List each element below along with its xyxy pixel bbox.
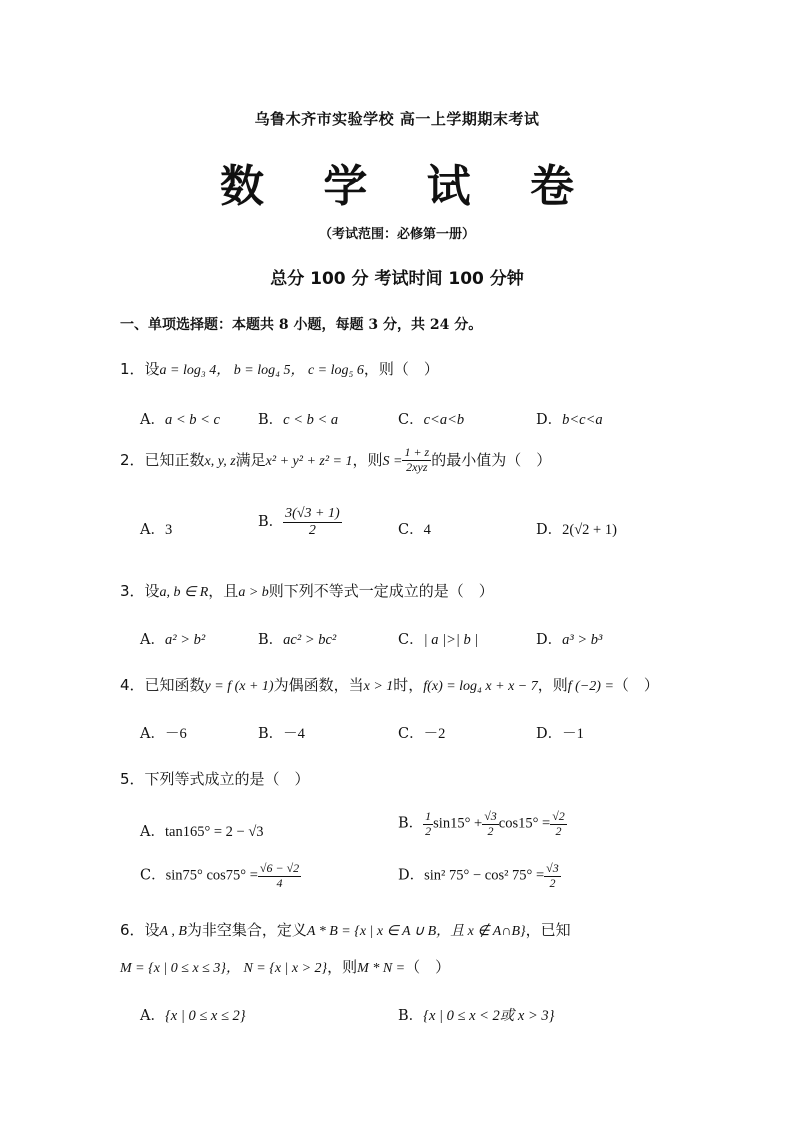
question-5-option-b: B． $\frac{1}{2}$ sin15° + $\frac{√3}{2}$ cos15° = $\frac{√2}{2}$: [398, 809, 565, 838]
question-5-option-c: C．sin75° cos75° = $\frac{√6 - √2}{4}$: [140, 861, 300, 890]
question-3-stem: 3．设a, b ∈ R，且a > b则下列不等式一定成立的是（ ）: [120, 582, 494, 600]
question-2-option-d: D．2(√2 + 1): [536, 522, 617, 538]
question-5-stem: 5．下列等式成立的是（ ）: [120, 770, 310, 788]
question-2-option-a: A．3: [140, 522, 173, 538]
question-4-option-a: A．－6: [140, 726, 187, 742]
question-1-stem: 1．设a = log₃ 4， b = log₄ 5， c = log₅ 6，则（ ）: [120, 360, 439, 378]
question-4-option-c: C．－2: [398, 726, 446, 742]
exam-total-info: 总分 100 分 考试时间 100 分钟: [270, 269, 524, 289]
question-1-option-c: C．c<a<b: [398, 412, 465, 428]
question-6-stem: 6．设A , B为非空集合，定义A * B = {x | x ∈ A ∪ B，且 x ∉ A∩B}，已知: [120, 921, 571, 939]
school-heading: 乌鲁木齐市实验学校 高一上学期期末考试: [254, 110, 540, 128]
question-4-option-d: D．－1: [536, 726, 584, 742]
question-5-option-d: D．sin² 75° − cos² 75° = $\frac{√3}{2}$: [398, 861, 559, 890]
question-2-option-b: B． $\frac{3(√3 + 1)}{2}$: [258, 506, 340, 539]
exam-scope: （考试范围：必修第一册）: [318, 227, 475, 242]
question-6-option-a: A．{x | 0 ≤ x ≤ 2}: [140, 1008, 246, 1024]
question-5-option-a: A．tan165° = 2 − √3: [140, 824, 264, 840]
question-1-option-a: A．a < b < c: [140, 412, 220, 428]
question-1-option-b: B．c < b < a: [258, 412, 339, 428]
question-4-stem: 4．已知函数y = f (x + 1)为偶函数，当x > 1时，f(x) = log₄ x + x − 7，则f (−2) =（ ）: [120, 676, 659, 694]
question-2-stem: 2．已知正数x, y, z满足x² + y² + z² = 1，则S = $\frac{1 + z}{\text{2xyz}}$ 的最小值为（ ）: [120, 445, 552, 474]
question-2-option-c: C．4: [398, 522, 431, 538]
exam-title: 数 学 试 卷: [220, 161, 596, 212]
question-6-stem-line2: M = {x | 0 ≤ x ≤ 3}， N = {x | x > 2}，则M * N =（ ）: [120, 958, 451, 976]
question-1-option-d: D．b<c<a: [536, 412, 603, 428]
question-3-option-c: C．| a |>| b |: [398, 632, 479, 648]
question-3-option-b: B．ac² > bc²: [258, 632, 337, 648]
question-4-option-b: B．－4: [258, 726, 305, 742]
question-3-option-d: D．a³ > b³: [536, 632, 603, 648]
question-3-option-a: A．a² > b²: [140, 632, 206, 648]
section-heading: 一、单项选择题：本题共 8 小题，每题 3 分，共 24 分。: [120, 317, 483, 333]
question-2-fraction: $\frac{1 + z}{\text{2xyz}}$: [404, 445, 430, 474]
question-6-option-b: B．{x | 0 ≤ x < 2或 x > 3}: [398, 1008, 555, 1024]
